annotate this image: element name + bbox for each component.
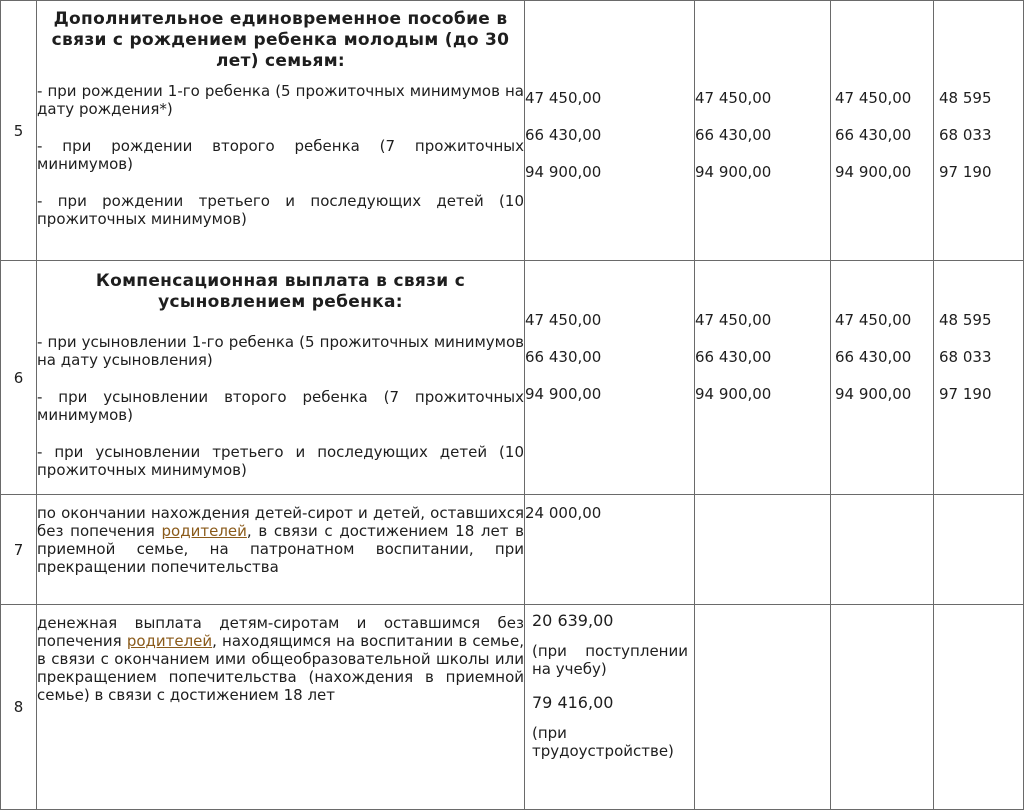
parents-link[interactable]: родителей bbox=[126, 632, 213, 650]
value: 94 900,00 bbox=[525, 163, 602, 181]
value: 66 430,00 bbox=[835, 348, 912, 366]
value-cell: 24 000,00 bbox=[525, 495, 695, 605]
value: 97 190 bbox=[939, 163, 992, 181]
row-heading: Компенсационная выплата в связи с усыновлением ребенка: bbox=[95, 271, 466, 312]
value: 68 033 bbox=[939, 348, 992, 366]
value: 94 900,00 bbox=[835, 163, 912, 181]
parents-link[interactable]: родителей bbox=[161, 522, 247, 540]
empty-cell bbox=[934, 605, 1024, 810]
empty-cell bbox=[695, 605, 831, 810]
value-cell bbox=[831, 261, 934, 495]
list-item: - при рождении второго ребенка (7 прожиточных минимумов) bbox=[37, 137, 524, 173]
value: 47 450,00 bbox=[695, 89, 772, 107]
value: 94 900,00 bbox=[525, 385, 602, 403]
list-item: - при усыновлении третьего и последующих детей (10 прожиточных минимумов) bbox=[37, 443, 524, 479]
value: 20 639,00 bbox=[532, 611, 614, 630]
value: 97 190 bbox=[939, 385, 992, 403]
empty-cell bbox=[934, 495, 1024, 605]
table-row bbox=[1, 495, 1024, 605]
row-description bbox=[37, 605, 525, 810]
list-item: - при рождении 1-го ребенка (5 прожиточных минимумов на дату рождения*) bbox=[37, 82, 524, 118]
value: 66 430,00 bbox=[695, 126, 772, 144]
value-note: (при трудоустройстве) bbox=[532, 724, 674, 760]
value: 47 450,00 bbox=[835, 89, 912, 107]
empty-cell bbox=[831, 495, 934, 605]
description-text: , в связи с достижением 18 лет в приемной семье, на патронатном воспитании, при прекращении попечительства bbox=[37, 522, 525, 576]
value: 94 900,00 bbox=[695, 385, 772, 403]
row-number: 7 bbox=[1, 495, 37, 605]
value-cell bbox=[525, 261, 695, 495]
table-row bbox=[1, 605, 1024, 810]
value: 47 450,00 bbox=[525, 311, 602, 329]
description-text: по окончании нахождения детей-сирот и детей, оставшихся без попечения bbox=[37, 504, 524, 540]
value-cell bbox=[525, 605, 695, 810]
value-cell bbox=[695, 1, 831, 261]
row-number: 8 bbox=[1, 605, 37, 810]
list-item: - при усыновлении второго ребенка (7 прожиточных минимумов) bbox=[37, 388, 524, 424]
value: 94 900,00 bbox=[835, 385, 912, 403]
value-cell bbox=[525, 1, 695, 261]
empty-cell bbox=[695, 495, 831, 605]
value: 47 450,00 bbox=[835, 311, 912, 329]
table-row bbox=[1, 261, 1024, 495]
row-number: 6 bbox=[1, 261, 37, 495]
empty-cell bbox=[831, 605, 934, 810]
value-cell bbox=[934, 261, 1024, 495]
value-cell bbox=[831, 1, 934, 261]
value: 66 430,00 bbox=[525, 348, 602, 366]
value-cell bbox=[934, 1, 1024, 261]
row-description bbox=[37, 495, 525, 605]
row-description bbox=[37, 261, 525, 495]
value: 47 450,00 bbox=[525, 89, 602, 107]
list-item: - при рождении третьего и последующих детей (10 прожиточных минимумов) bbox=[37, 192, 524, 228]
value: 66 430,00 bbox=[525, 126, 602, 144]
value-cell bbox=[695, 261, 831, 495]
value: 48 595 bbox=[939, 89, 992, 107]
description-text: , находящимся на воспитании в семье, в связи с окончанием ими общеобразовательной школы или прекращением попечительства (нахождения в приемной семье) в связи с достижением 18 лет bbox=[37, 632, 524, 704]
value: 66 430,00 bbox=[695, 348, 772, 366]
value: 68 033 bbox=[939, 126, 992, 144]
value: 66 430,00 bbox=[835, 126, 912, 144]
value: 48 595 bbox=[939, 311, 992, 329]
description-text: денежная выплата детям-сиротам и оставшимся без попечения bbox=[37, 614, 524, 650]
value: 79 416,00 bbox=[532, 693, 614, 712]
list-item: - при усыновлении 1-го ребенка (5 прожиточных минимумов на дату усыновления) bbox=[37, 333, 524, 369]
value: 94 900,00 bbox=[695, 163, 772, 181]
value-note: (при поступлении на учебу) bbox=[532, 642, 688, 678]
table-row bbox=[1, 1, 1024, 261]
value: 47 450,00 bbox=[695, 311, 772, 329]
row-description bbox=[37, 1, 525, 261]
row-number: 5 bbox=[1, 1, 37, 261]
row-heading: Дополнительное единовременное пособие в связи с рождением ребенка молодым (до 30 лет) семьям: bbox=[51, 9, 510, 71]
